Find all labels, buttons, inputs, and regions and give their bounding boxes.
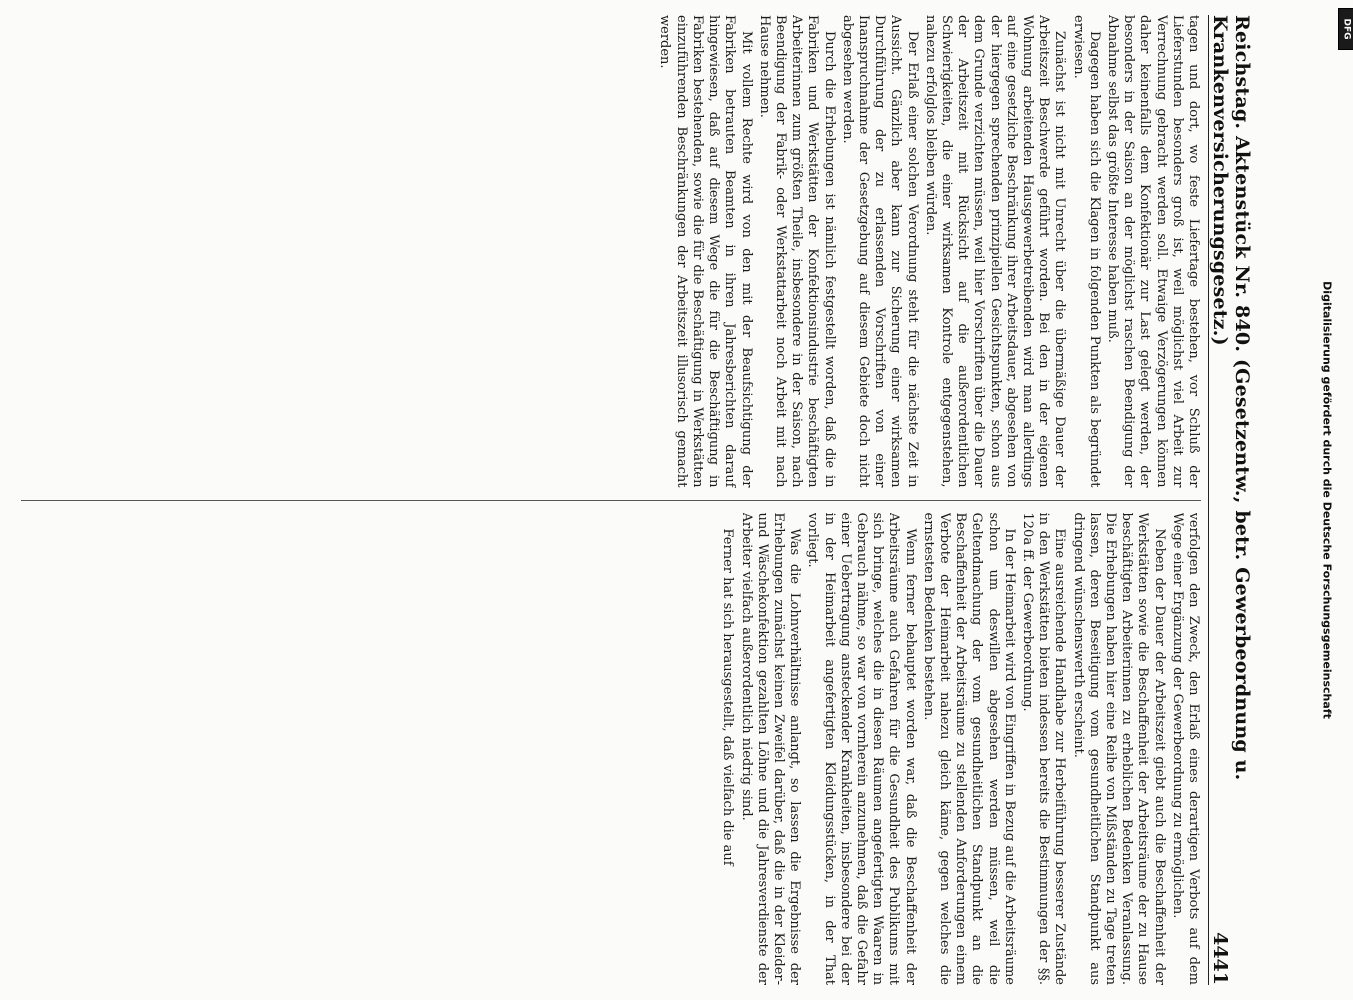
header-title: Reichstag. Aktenstück Nr. 840. (Gesetzentw., betr. Gewerbeordnung u. Krankenversicherungsgesetz.)	[1209, 15, 1253, 781]
paragraph: Durch die Erhebungen ist nämlich festgestellt worden, daß die in Fabriken und Werkstätten der Konfektionsindustrie beschäftigten Arbeiterinnen zum größten Theile, insbesondere in der Saison, nach Beendigung der Fabrik- oder Werkstattarbeit noch Arbeit mit nach Hause nehmen.	[756, 15, 837, 488]
page-header	[1208, 15, 1253, 985]
paragraph: verfolgen den Zweck, den Erlaß eines derartigen Verbots auf dem Wege einer Ergänzung der Gewerbeordnung zu ermöglichen.	[1169, 512, 1201, 985]
column-left	[21, 15, 1201, 488]
paragraph: Eine ausreichende Handhabe zur Herbeiführung besserer Zustände in den Werkstätten bieten indessen bereits die Bestimmungen der §§. 120a ff. der Gewerbeordnung.	[1019, 512, 1068, 985]
side-credit-strip	[1300, 0, 1353, 1000]
paragraph: Dagegen haben sich die Klagen in folgenden Punkten als begründet erwiesen.	[1070, 15, 1102, 488]
paragraph: Der Erlaß einer solchen Verordnung steht für die nächste Zeit in Aussicht. Gänzlich aber kann zur Sicherung einer wirksamen Durchführung der zu erlassenden Vorschriften von einer Inanspruchnahme der Gesetzgebung auf diesem Gebiete doch nicht abgesehen werden.	[839, 15, 920, 488]
paragraph: Zunächst ist nicht mit Unrecht über die übermäßige Dauer der Arbeitszeit Beschwerde geführt worden. Bei den in der eigenen Wohnung arbeitenden Hausgewerbetreibenden wird man allerdings auf eine gesetzliche Beschränkung ihrer Arbeitsdauer, abgesehen von der hiergegen sprechenden prinzipiellen Gesichtspunkten, schon aus dem Grunde verzichten müssen, weil hier Vorschriften über die Dauer der Arbeitszeit mit Rücksicht auf die außerordentlichen Schwierigkeiten, die einer wirksamen Kontrole entgegenstehen, nahezu erfolglos bleiben würden.	[922, 15, 1068, 488]
page-number: 4441	[1209, 932, 1231, 985]
paragraph: Mit vollem Rechte wird von den mit der Beaufsichtigung der Fabriken betrauten Beamten in ihren Jahresberichten darauf hingewiesen, daß auf diesem Wege die für die Beschäftigung in Fabriken bestehenden, sowie die für die Beschäftigung in Werkstätten einzuführenden Beschränkungen der Arbeitszeit illusorisch gemacht werden.	[657, 15, 754, 488]
paragraph: Ferner hat sich herausgestellt, daß vielfach die auf	[720, 528, 736, 866]
dfg-credit-text: Digitalisierung gefördert durch die Deutsche Forschungsgemeinschaft	[1320, 281, 1334, 719]
column-right	[21, 513, 1201, 986]
paragraph: Wenn ferner behauptet worden war, daß die Beschaffenheit der Arbeitsräume auch Gefahren für die Gesundheit des Publikums mit sich bringe, welches die in diesen Räumen angefertigten Waaren in Gebrauch nähme, so war von vornherein anzunehmen, daß die Gefahr einer Uebertragung ansteckender Krankheiten, insbesondere bei der in der Heimarbeit angefertigten Kleidungsstücken, in der That vorliegt.	[805, 512, 918, 985]
dfg-logo-icon	[1338, 8, 1353, 50]
paragraph: Neben der Dauer der Arbeitszeit giebt auch die Beschaffenheit der Werkstätten sowie die Beschaffenheit der Arbeitsräume der zu Hause beschäftigten Arbeiterinnen zu erheblichen Bedenken Veranlassung. Die Erhebungen haben hier eine Reihe von Mißständen zu Tage treten lassen, deren Beseitigung vom gesundheitlichen Standpunkt aus dringend wünschenswerth erscheint.	[1070, 512, 1167, 985]
paragraph: Was die Lohnverhältnisse anlangt, so lassen die Ergebnisse der Erhebungen zunächst keinen Zweifel darüber, daß die in der Kleider- und Wäschekonfektion gezahlten Löhne und die Jahresverdienste der Arbeiter vielfach außerordentlich niedrig sind.	[738, 512, 803, 985]
dfg-logo-text: DFG	[1341, 18, 1352, 40]
paragraph: tagen und dort, wo feste Liefertage bestehen, vor Schluß der Lieferstunden besonders groß ist, weil möglichst viel Arbeit zur Verrechnung gebracht werden soll. Etwaige Verzögerungen können daher keinenfalls dem Konfektionär zur Last gelegt werden, der besonders in der Saison an der möglichst raschen Beendigung der Abnahme selbst das größte Interesse haben muß.	[1104, 15, 1201, 488]
paragraph: In der Heimarbeit wird von Eingriffen in Bezug auf die Arbeitsräume schon um deswillen abgesehen werden müssen, weil die Geltendmachung der vom gesundheitlichen Standpunkt an die Beschaffenheit der Arbeitsräume zu stellenden Anforderungen einem Verbote der Heimarbeit nahezu gleich käme, gegen welches die ernstesten Bedenken bestehen.	[920, 512, 1017, 985]
text-columns	[21, 15, 1201, 985]
rotated-page-content	[15, 15, 1253, 985]
column-divider	[21, 500, 1201, 501]
